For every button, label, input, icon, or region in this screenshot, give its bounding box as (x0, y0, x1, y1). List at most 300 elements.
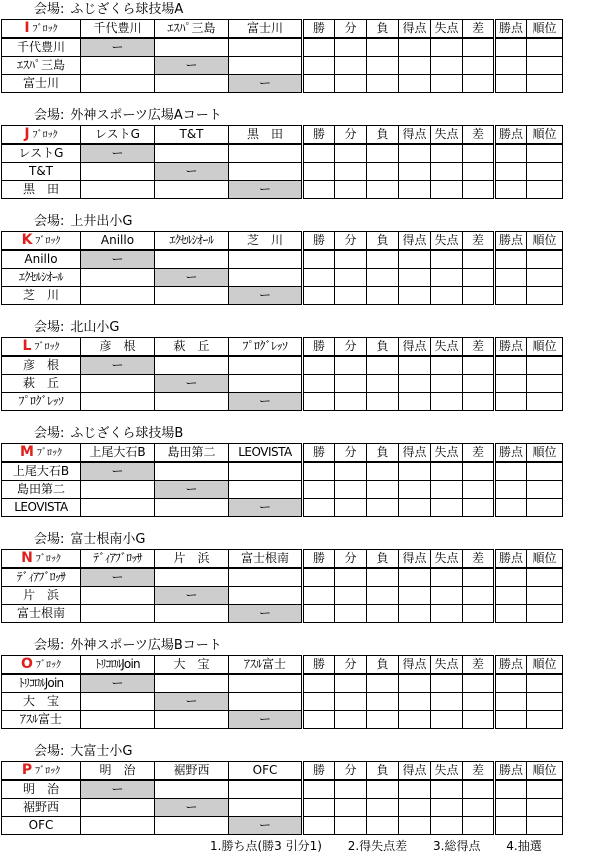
self-match-cell: ー (81, 144, 155, 163)
stat-cell (463, 38, 495, 57)
venue-name: 北山小G (70, 320, 120, 335)
stat-cell (399, 693, 431, 711)
standings-table (1, 19, 563, 93)
stat-cell (399, 817, 431, 835)
venue-name: 上井出小G (70, 214, 133, 229)
block-suffix: ﾌﾞﾛｯｸ (35, 765, 61, 777)
team-row (2, 499, 563, 517)
stat-cell (367, 375, 399, 393)
opponent-header: 彦 根 (81, 338, 155, 357)
standings-table (1, 655, 563, 729)
self-match-cell: ー (81, 356, 155, 375)
stat-cell (367, 693, 399, 711)
opponent-header: ｱｽﾙ富士 (229, 656, 303, 675)
stat-cell (495, 780, 527, 799)
stat-cell (367, 568, 399, 587)
opponent-header: OFC (229, 762, 303, 781)
stat-cell (527, 711, 563, 729)
block-suffix: ﾌﾞﾛｯｸ (35, 553, 61, 565)
stat-cell (399, 287, 431, 305)
result-cell (155, 462, 229, 481)
stat-cell (495, 817, 527, 835)
team-name: 芝 川 (2, 287, 81, 305)
stat-header: 負 (367, 20, 399, 39)
stat-cell (527, 287, 563, 305)
stat-cell (463, 375, 495, 393)
stat-header: 勝 (303, 550, 335, 569)
stat-header: 勝点 (495, 762, 527, 781)
stat-cell (463, 605, 495, 623)
stat-cell (335, 799, 367, 817)
result-cell (229, 144, 303, 163)
stat-cell (367, 817, 399, 835)
stat-cell (463, 57, 495, 75)
stat-cell (399, 57, 431, 75)
stat-cell (335, 356, 367, 375)
stat-cell (495, 250, 527, 269)
stat-cell (335, 38, 367, 57)
self-match-cell: ー (81, 780, 155, 799)
self-match-cell: ー (229, 711, 303, 729)
stat-cell (463, 711, 495, 729)
result-cell (229, 799, 303, 817)
team-name: 富士根南 (2, 605, 81, 623)
stat-cell (303, 481, 335, 499)
team-row (2, 817, 563, 835)
team-row (2, 481, 563, 499)
team-name: Anillo (2, 250, 81, 269)
opponent-header: ﾃﾞｨｱﾌﾞﾛｯｻ (81, 550, 155, 569)
stat-header: 分 (335, 444, 367, 463)
stat-cell (335, 462, 367, 481)
team-name: レストG (2, 144, 81, 163)
rule-3: 3.総得点 (433, 839, 481, 853)
result-cell (155, 393, 229, 411)
stat-header: 勝 (303, 656, 335, 675)
stat-cell (463, 780, 495, 799)
stat-header: 差 (463, 550, 495, 569)
opponent-header: レストG (81, 126, 155, 145)
team-name: ｱｽﾙ富士 (2, 711, 81, 729)
stat-header: 順位 (527, 550, 563, 569)
stat-cell (431, 38, 463, 57)
stat-cell (399, 269, 431, 287)
stat-cell (335, 181, 367, 199)
stat-header: 勝点 (495, 20, 527, 39)
tiebreak-rules (210, 838, 542, 854)
stat-cell (367, 462, 399, 481)
team-name: 黒 田 (2, 181, 81, 199)
venue-label: 会場: (34, 532, 65, 547)
result-cell (155, 181, 229, 199)
result-cell (81, 163, 155, 181)
stat-cell (399, 356, 431, 375)
self-match-cell: ー (229, 605, 303, 623)
block-label (2, 656, 81, 675)
header-row (2, 656, 563, 675)
header-row (2, 338, 563, 357)
stat-cell (431, 587, 463, 605)
stat-header: 失点 (431, 126, 463, 145)
stat-cell (335, 568, 367, 587)
stat-header: 負 (367, 762, 399, 781)
venue-name: 外神スポーツ広場Aコート (70, 108, 222, 123)
standings-table (1, 761, 563, 835)
stat-cell (367, 144, 399, 163)
stat-cell (399, 375, 431, 393)
standings-table (1, 549, 563, 623)
stat-cell (431, 568, 463, 587)
stat-cell (367, 499, 399, 517)
stat-header: 負 (367, 338, 399, 357)
block-label (2, 126, 81, 145)
venue-label: 会場: (34, 108, 65, 123)
stat-cell (463, 356, 495, 375)
stat-cell (527, 57, 563, 75)
team-row (2, 674, 563, 693)
stat-cell (367, 163, 399, 181)
stat-header: 差 (463, 444, 495, 463)
result-cell (81, 57, 155, 75)
stat-cell (335, 605, 367, 623)
stat-cell (335, 287, 367, 305)
self-match-cell: ー (155, 269, 229, 287)
stat-header: 得点 (399, 656, 431, 675)
stat-cell (303, 799, 335, 817)
self-match-cell: ー (229, 817, 303, 835)
opponent-header: 島田第二 (155, 444, 229, 463)
team-name: T&T (2, 163, 81, 181)
team-row (2, 356, 563, 375)
stat-cell (399, 481, 431, 499)
result-cell (155, 144, 229, 163)
stat-cell (303, 499, 335, 517)
stat-header: 勝点 (495, 656, 527, 675)
stat-cell (527, 587, 563, 605)
stat-cell (495, 356, 527, 375)
self-match-cell: ー (229, 499, 303, 517)
team-row (2, 393, 563, 411)
team-name: 片 浜 (2, 587, 81, 605)
stat-cell (335, 711, 367, 729)
stat-cell (367, 57, 399, 75)
team-row (2, 144, 563, 163)
opponent-header: LEOVISTA (229, 444, 303, 463)
self-match-cell: ー (81, 250, 155, 269)
stat-cell (367, 393, 399, 411)
stat-cell (463, 481, 495, 499)
stat-cell (367, 269, 399, 287)
stat-cell (303, 711, 335, 729)
stat-cell (399, 605, 431, 623)
stat-cell (335, 250, 367, 269)
block-label (2, 444, 81, 463)
team-name: 島田第二 (2, 481, 81, 499)
stat-header: 得点 (399, 20, 431, 39)
result-cell (229, 57, 303, 75)
block-label (2, 20, 81, 39)
team-row (2, 163, 563, 181)
team-row (2, 693, 563, 711)
stat-header: 負 (367, 126, 399, 145)
stat-cell (335, 144, 367, 163)
result-cell (155, 38, 229, 57)
stat-cell (463, 393, 495, 411)
stat-header: 分 (335, 762, 367, 781)
venue-label: 会場: (34, 744, 65, 759)
opponent-header: 富士根南 (229, 550, 303, 569)
stat-cell (463, 144, 495, 163)
stat-header: 得点 (399, 444, 431, 463)
stat-header: 差 (463, 126, 495, 145)
stat-cell (463, 75, 495, 93)
stat-cell (495, 144, 527, 163)
stat-cell (431, 693, 463, 711)
stat-cell (335, 163, 367, 181)
stat-header: 順位 (527, 20, 563, 39)
stat-cell (431, 711, 463, 729)
team-row (2, 181, 563, 199)
stat-header: 失点 (431, 20, 463, 39)
stat-header: 順位 (527, 232, 563, 251)
stat-cell (463, 163, 495, 181)
standings-table (1, 231, 563, 305)
self-match-cell: ー (81, 568, 155, 587)
self-match-cell: ー (155, 693, 229, 711)
result-cell (155, 287, 229, 305)
stat-cell (367, 711, 399, 729)
stat-header: 分 (335, 20, 367, 39)
stat-cell (303, 462, 335, 481)
stat-cell (527, 499, 563, 517)
stat-cell (463, 587, 495, 605)
stat-cell (463, 568, 495, 587)
block-letter: K (21, 231, 33, 248)
self-match-cell: ー (155, 587, 229, 605)
stat-cell (335, 375, 367, 393)
opponent-header: 明 治 (81, 762, 155, 781)
header-row (2, 444, 563, 463)
stat-cell (495, 481, 527, 499)
stat-cell (463, 287, 495, 305)
stat-cell (495, 75, 527, 93)
result-cell (229, 269, 303, 287)
stat-header: 負 (367, 656, 399, 675)
stat-cell (431, 250, 463, 269)
block-suffix: ﾌﾞﾛｯｸ (36, 447, 62, 459)
stat-header: 勝点 (495, 232, 527, 251)
stat-header: 順位 (527, 656, 563, 675)
stat-cell (367, 481, 399, 499)
team-row (2, 780, 563, 799)
team-name: 富士川 (2, 75, 81, 93)
stat-header: 差 (463, 20, 495, 39)
stat-cell (495, 799, 527, 817)
venue-label: 会場: (34, 426, 65, 441)
result-cell (81, 693, 155, 711)
stat-cell (303, 57, 335, 75)
stat-cell (431, 75, 463, 93)
stat-cell (527, 799, 563, 817)
stat-cell (527, 605, 563, 623)
block-suffix: ﾌﾞﾛｯｸ (34, 341, 60, 353)
stat-header: 順位 (527, 338, 563, 357)
stat-cell (335, 393, 367, 411)
stat-cell (527, 674, 563, 693)
block-label (2, 550, 81, 569)
team-name: 上尾大石B (2, 462, 81, 481)
result-cell (229, 693, 303, 711)
stat-header: 勝 (303, 126, 335, 145)
block-letter: M (20, 443, 34, 460)
stat-cell (431, 481, 463, 499)
stat-cell (431, 674, 463, 693)
stat-cell (399, 568, 431, 587)
result-cell (155, 780, 229, 799)
team-row (2, 287, 563, 305)
result-cell (81, 181, 155, 199)
opponent-header: ﾄﾘｺﾛﾙJoin (81, 656, 155, 675)
result-cell (81, 375, 155, 393)
rule-2: 2.得失点差 (347, 839, 408, 853)
stat-cell (431, 393, 463, 411)
stat-cell (495, 568, 527, 587)
stat-cell (431, 163, 463, 181)
result-cell (229, 163, 303, 181)
stat-cell (495, 711, 527, 729)
stat-header: 勝 (303, 444, 335, 463)
stat-cell (335, 269, 367, 287)
stat-cell (527, 38, 563, 57)
stat-cell (495, 57, 527, 75)
stat-header: 負 (367, 232, 399, 251)
opponent-header: ｴｸｾﾙｼｵｰﾙ (155, 232, 229, 251)
team-row (2, 711, 563, 729)
stat-header: 得点 (399, 232, 431, 251)
result-cell (155, 75, 229, 93)
team-row (2, 568, 563, 587)
team-name: ﾄﾘｺﾛﾙJoin (2, 674, 81, 693)
result-cell (81, 499, 155, 517)
stat-header: 失点 (431, 656, 463, 675)
stat-cell (495, 287, 527, 305)
stat-cell (335, 481, 367, 499)
team-row (2, 38, 563, 57)
team-name: OFC (2, 817, 81, 835)
self-match-cell: ー (229, 181, 303, 199)
venue-heading (34, 213, 132, 231)
stat-cell (527, 181, 563, 199)
team-row (2, 375, 563, 393)
stat-cell (303, 144, 335, 163)
header-row (2, 232, 563, 251)
self-match-cell: ー (229, 287, 303, 305)
self-match-cell: ー (81, 462, 155, 481)
venue-label: 会場: (34, 638, 65, 653)
stat-cell (463, 181, 495, 199)
stat-cell (303, 38, 335, 57)
opponent-header: 大 宝 (155, 656, 229, 675)
stat-cell (367, 799, 399, 817)
block-letter: I (24, 19, 30, 36)
team-name: 萩 丘 (2, 375, 81, 393)
stat-cell (463, 269, 495, 287)
stat-header: 勝 (303, 20, 335, 39)
stat-cell (527, 462, 563, 481)
stat-cell (399, 75, 431, 93)
opponent-header: Anillo (81, 232, 155, 251)
opponent-header: 芝 川 (229, 232, 303, 251)
team-row (2, 587, 563, 605)
stat-cell (463, 674, 495, 693)
result-cell (155, 817, 229, 835)
stat-header: 負 (367, 444, 399, 463)
rule-1: 1.勝ち点(勝3 引分1) (210, 839, 322, 853)
stat-cell (303, 250, 335, 269)
stat-cell (527, 393, 563, 411)
stat-cell (431, 817, 463, 835)
stat-cell (527, 817, 563, 835)
stat-cell (303, 674, 335, 693)
stat-cell (303, 817, 335, 835)
team-row (2, 57, 563, 75)
stat-cell (399, 38, 431, 57)
stat-cell (367, 780, 399, 799)
self-match-cell: ー (155, 57, 229, 75)
stat-cell (303, 75, 335, 93)
stat-header: 勝点 (495, 338, 527, 357)
stat-cell (495, 499, 527, 517)
stat-cell (367, 181, 399, 199)
stat-cell (431, 605, 463, 623)
stat-cell (431, 780, 463, 799)
stat-cell (495, 269, 527, 287)
venue-heading (34, 1, 183, 19)
opponent-header: 萩 丘 (155, 338, 229, 357)
stat-header: 勝 (303, 762, 335, 781)
block-letter: J (24, 125, 30, 142)
stat-header: 差 (463, 762, 495, 781)
venue-name: 富士根南小G (70, 532, 146, 547)
venue-heading (34, 743, 132, 761)
team-row (2, 605, 563, 623)
self-match-cell: ー (81, 38, 155, 57)
venue-name: ふじざくら球技場A (70, 2, 184, 17)
stat-header: 得点 (399, 550, 431, 569)
result-cell (155, 711, 229, 729)
stat-cell (431, 57, 463, 75)
stat-cell (527, 375, 563, 393)
venue-name: ふじざくら球技場B (70, 426, 184, 441)
venue-heading (34, 425, 183, 443)
stat-cell (495, 674, 527, 693)
stat-header: 順位 (527, 762, 563, 781)
team-row (2, 250, 563, 269)
stat-header: 失点 (431, 550, 463, 569)
stat-header: 得点 (399, 338, 431, 357)
stat-cell (399, 587, 431, 605)
venue-label: 会場: (34, 2, 65, 17)
stat-header: 差 (463, 656, 495, 675)
block-suffix: ﾌﾞﾛｯｸ (35, 659, 61, 671)
header-row (2, 20, 563, 39)
block-suffix: ﾌﾞﾛｯｸ (32, 129, 58, 141)
block-letter: O (21, 655, 33, 672)
result-cell (229, 780, 303, 799)
result-cell (155, 356, 229, 375)
stat-cell (463, 499, 495, 517)
stat-header: 分 (335, 656, 367, 675)
